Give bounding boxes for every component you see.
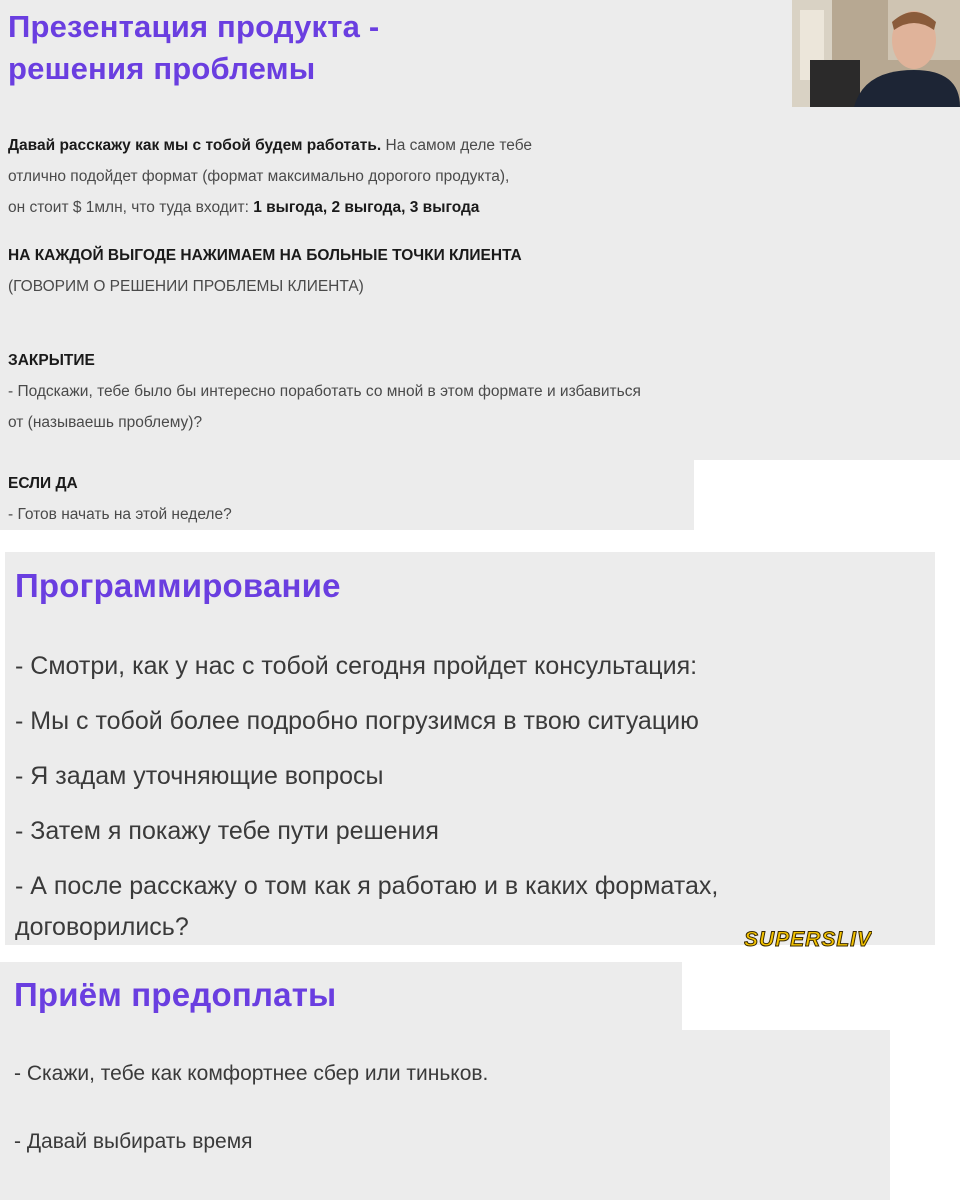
webcam-video-thumbnail (792, 0, 960, 107)
title-line-2: решения проблемы (8, 51, 316, 86)
programming-line: - Затем я покажу тебе пути решения (15, 817, 439, 845)
intro-line-1 (8, 130, 532, 161)
prepayment-line: - Давай выбирать время (14, 1130, 253, 1153)
intro-line-2: отлично подойдет формат (формат максимально дорогого продукта), (8, 168, 510, 185)
section-presentation-title (8, 6, 379, 90)
webcam-frame-image (792, 0, 960, 107)
price-text: он стоит $ 1млн, что туда входит: (8, 199, 254, 216)
programming-line: - Я задам уточняющие вопросы (15, 762, 384, 790)
prepayment-line: - Скажи, тебе как комфортнее сбер или тиньков. (14, 1062, 489, 1085)
section-programming-panel (5, 552, 935, 945)
closing-line-2: от (называешь проблему)? (8, 414, 203, 431)
intro-rest-text: На самом деле тебе (381, 137, 533, 154)
section-programming-title: Программирование (15, 567, 341, 604)
intro-bold-text: Давай расскажу как мы с тобой будем работать. (8, 137, 382, 154)
programming-line: - Мы с тобой более подробно погрузимся в твою ситуацию (15, 707, 699, 735)
pain-points-subtext: (ГОВОРИМ О РЕШЕНИИ ПРОБЛЕМЫ КЛИЕНТА) (8, 278, 364, 295)
section-prepayment-title: Приём предоплаты (14, 976, 337, 1013)
programming-line: договорились? (15, 913, 189, 941)
benefits-text: 1 выгода, 2 выгода, 3 выгода (253, 199, 480, 216)
closing-line-1: - Подскажи, тебе было бы интересно поработать со мной в этом формате и избавиться (8, 383, 641, 400)
programming-line: - А после расскажу о том как я работаю и в каких форматах, (15, 872, 719, 900)
pain-points-heading: НА КАЖДОЙ ВЫГОДЕ НАЖИМАЕМ НА БОЛЬНЫЕ ТОЧКИ КЛИЕНТА (8, 247, 522, 264)
closing-heading: ЗАКРЫТИЕ (8, 352, 95, 369)
intro-line-3 (8, 192, 479, 223)
if-yes-heading: ЕСЛИ ДА (8, 475, 78, 492)
watermark-logo: SUPERSLIV (744, 928, 873, 947)
section-prepayment-panel (0, 1030, 890, 1200)
title-line-1: Презентация продукта - (8, 9, 380, 44)
programming-line: - Смотри, как у нас с тобой сегодня пройдет консультация: (15, 652, 698, 680)
if-yes-line: - Готов начать на этой неделе? (8, 506, 232, 523)
